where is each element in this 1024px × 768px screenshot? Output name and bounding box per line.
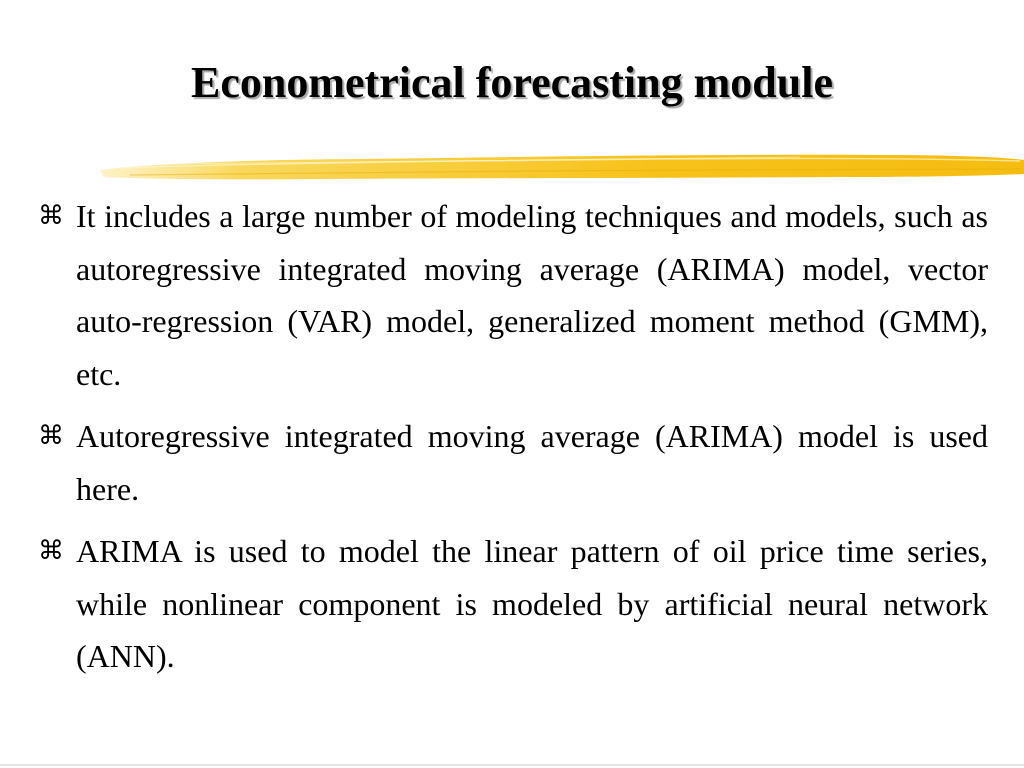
bullet-item <box>36 525 988 683</box>
title-underline-brushstroke <box>100 148 1024 186</box>
bullet-item <box>36 410 988 515</box>
command-key-icon: ⌘ <box>38 536 64 566</box>
bullet-list <box>36 190 988 693</box>
bullet-text: It includes a large number of modeling techniques and models, such as autoregressive integrated moving average (ARIMA) model, vector auto-regression (VAR) model, generalized moment method (GMM), etc. <box>76 198 988 392</box>
command-key-icon: ⌘ <box>38 201 64 231</box>
command-key-icon: ⌘ <box>38 421 64 451</box>
bullet-item <box>36 190 988 400</box>
slide-title: Econometrical forecasting module <box>191 58 833 107</box>
bottom-divider <box>0 764 1024 766</box>
bullet-text: Autoregressive integrated moving average (ARIMA) model is used here. <box>76 418 988 507</box>
bullet-text: ARIMA is used to model the linear pattern of oil price time series, while nonlinear component is modeled by artificial neural network (ANN). <box>76 533 988 674</box>
